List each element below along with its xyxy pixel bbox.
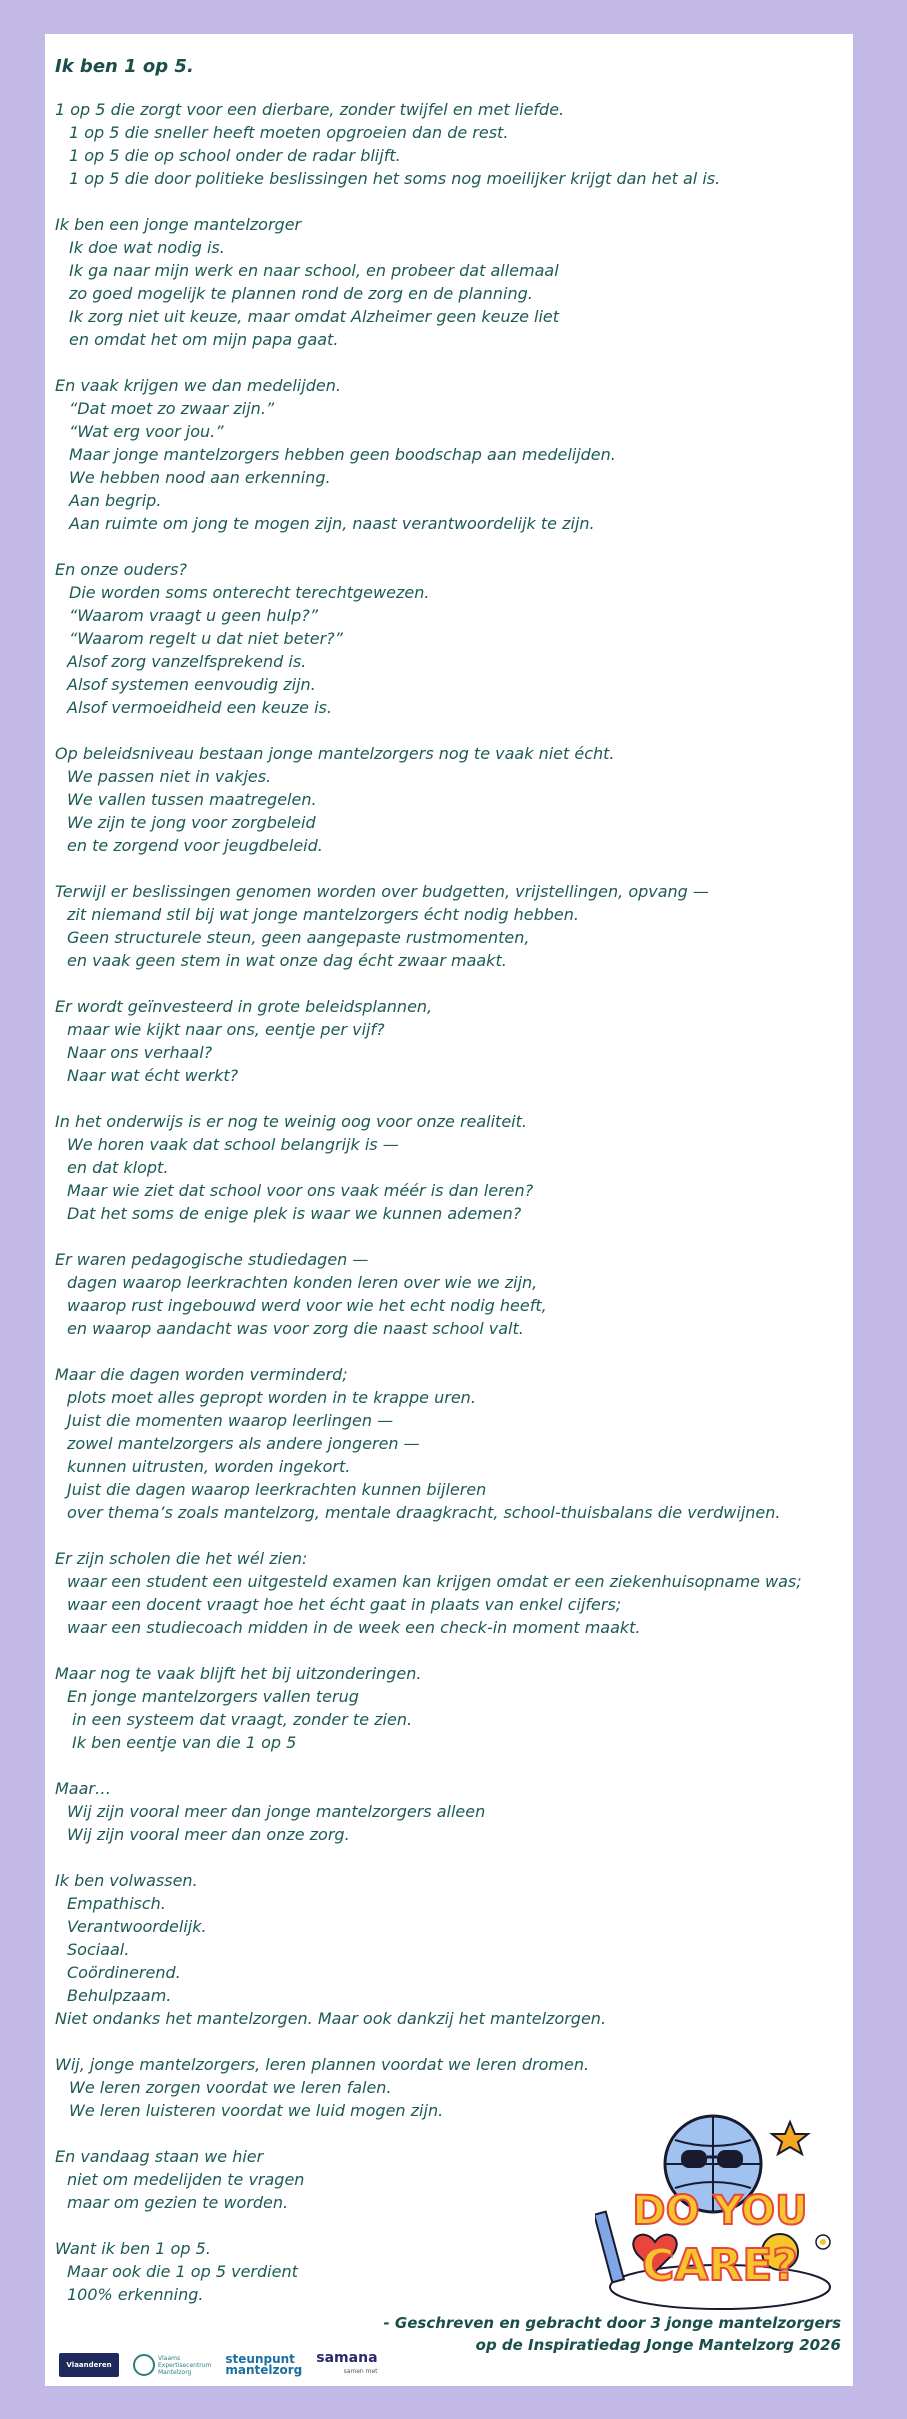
poem-line: Maar… (55, 1779, 111, 1798)
poem-line: Geen structurele steun, geen aangepaste rustmomenten, (67, 928, 530, 947)
stanza (55, 98, 853, 190)
poem-line: “Waarom vraagt u geen hulp?” (69, 606, 319, 625)
poem-line: waar een student een uitgesteld examen kan krijgen omdat er een ziekenhuisopname was; (67, 1572, 802, 1591)
poem-line: Ik zorg niet uit keuze, maar omdat Alzheimer geen keuze liet (69, 307, 559, 326)
poem-line: Terwijl er beslissingen genomen worden over budgetten, vrijstellingen, opvang — (55, 882, 709, 901)
poem-line: We hebben nood aan erkenning. (69, 468, 331, 487)
poem-line: zit niemand stil bij wat jonge mantelzorgers écht nodig hebben. (67, 905, 579, 924)
poem-line: En onze ouders? (55, 560, 187, 579)
poem-line: maar om gezien te worden. (67, 2193, 289, 2212)
poem-line: en te zorgend voor jeugdbeleid. (67, 836, 323, 855)
steunpunt-mantelzorg-logo: steunpunt mantelzorg (225, 2352, 303, 2377)
poem-line: Er wordt geïnvesteerd in grote beleidsplannen, (55, 997, 433, 1016)
poem-line: Alsof vermoeidheid een keuze is. (67, 698, 332, 717)
poem-line: Op beleidsniveau bestaan jonge mantelzorgers nog te vaak niet écht. (55, 744, 615, 763)
poem-line: Juist die dagen waarop leerkrachten kunnen bijleren (67, 1480, 487, 1499)
poem-stanzas (55, 98, 853, 2306)
poem-line: 1 op 5 die door politieke beslissingen het soms nog moeilijker krijgt dan het al is. (69, 169, 721, 188)
stanza (55, 374, 853, 535)
poem-line: over thema’s zoals mantelzorg, mentale draagkracht, school-thuisbalans die verdwijnen. (67, 1503, 781, 1522)
poem-line: en omdat het om mijn papa gaat. (69, 330, 339, 349)
stanza (55, 1248, 853, 1340)
poem-line: Coördinerend. (67, 1963, 181, 1982)
stanza (55, 1777, 853, 1846)
poem-line: We passen niet in vakjes. (67, 767, 272, 786)
poem-line: Ik ben een jonge mantelzorger (55, 215, 302, 234)
poem-line: Dat het soms de enige plek is waar we kunnen ademen? (67, 1204, 522, 1223)
vlaanderen-logo: Vlaanderen (59, 2353, 119, 2377)
poem-line: Ik doe wat nodig is. (69, 238, 225, 257)
stanza (55, 558, 853, 719)
poem-line: Er zijn scholen die het wél zien: (55, 1549, 308, 1568)
poem-line: Verantwoordelijk. (67, 1917, 207, 1936)
poem-line: “Dat moet zo zwaar zijn.” (69, 399, 275, 418)
poem-line: Aan ruimte om jong te mogen zijn, naast verantwoordelijk te zijn. (69, 514, 595, 533)
poem-line: waar een studiecoach midden in de week een check-in moment maakt. (67, 1618, 641, 1637)
poem-line: maar wie kijkt naar ons, eentje per vijf? (67, 1020, 385, 1039)
poem-line: Aan begrip. (69, 491, 162, 510)
stanza (55, 1547, 853, 1639)
poem-line: Maar wie ziet dat school voor ons vaak méér is dan leren? (67, 1181, 534, 1200)
poem-line: Er waren pedagogische studiedagen — (55, 1250, 369, 1269)
poem-line: Want ik ben 1 op 5. (55, 2239, 211, 2258)
stanza (55, 1869, 853, 2030)
poem-line: Niet ondanks het mantelzorgen. Maar ook dankzij het mantelzorgen. (55, 2009, 607, 2028)
expertisecentrum-logo: Vlaams Expertisecentrum Mantelzorg (133, 2354, 211, 2376)
poem-line: We horen vaak dat school belangrijk is — (67, 1135, 399, 1154)
poem-line: Alsof systemen eenvoudig zijn. (67, 675, 316, 694)
poem-line: We zijn te jong voor zorgbeleid (67, 813, 316, 832)
poem-line: En vandaag staan we hier (55, 2147, 264, 2166)
poem-line: Maar jonge mantelzorgers hebben geen boodschap aan medelijden. (69, 445, 616, 464)
poem-line: Juist die momenten waarop leerlingen — (67, 1411, 394, 1430)
poem-line: Die worden soms onterecht terechtgewezen. (69, 583, 430, 602)
poem-content (55, 54, 853, 2329)
poem-line: Wij zijn vooral meer dan onze zorg. (67, 1825, 350, 1844)
poem-line: waar een docent vraagt hoe het écht gaat in plaats van enkel cijfers; (67, 1595, 622, 1614)
stanza (55, 213, 853, 351)
poem-line: Ik ga naar mijn werk en naar school, en probeer dat allemaal (69, 261, 559, 280)
poem-line: waarop rust ingebouwd werd voor wie het echt nodig heeft, (67, 1296, 547, 1315)
poem-line: in een systeem dat vraagt, zonder te zien. (72, 1710, 413, 1729)
stanza (55, 880, 853, 972)
poem-line: Ik ben eentje van die 1 op 5 (72, 1733, 297, 1752)
poem-line: We leren luisteren voordat we luid mogen zijn. (69, 2101, 444, 2120)
poem-line: 1 op 5 die zorgt voor een dierbare, zonder twijfel en met liefde. (55, 100, 565, 119)
poem-line: Naar wat écht werkt? (67, 1066, 239, 1085)
poem-line: Naar ons verhaal? (67, 1043, 213, 1062)
poem-line: Alsof zorg vanzelfsprekend is. (67, 652, 307, 671)
stanza (55, 1363, 853, 1524)
poem-line: dagen waarop leerkrachten konden leren over wie we zijn, (67, 1273, 538, 1292)
poem-title: Ik ben 1 op 5. (55, 56, 194, 77)
badge-line-1: DO YOU (632, 2188, 808, 2234)
poem-line: In het onderwijs is er nog te weinig oog voor onze realiteit. (55, 1112, 527, 1131)
partner-logos (59, 2351, 378, 2379)
poem-line: En vaak krijgen we dan medelijden. (55, 376, 341, 395)
poem-line: “Wat erg voor jou.” (69, 422, 224, 441)
poem-line: plots moet alles gepropt worden in te krappe uren. (67, 1388, 476, 1407)
poem-line: 100% erkenning. (67, 2285, 204, 2304)
poem-line: kunnen uitrusten, worden ingekort. (67, 1457, 351, 1476)
credit-line-2: op de Inspiratiedag Jonge Mantelzorg 2026 (475, 2336, 841, 2354)
expertisecentrum-mark-icon (133, 2354, 155, 2376)
do-you-care-badge (595, 2102, 845, 2312)
poem-line: We leren zorgen voordat we leren falen. (69, 2078, 392, 2097)
poem-line: Behulpzaam. (67, 1986, 172, 2005)
poem-line: en dat klopt. (67, 1158, 169, 1177)
credit-line-1: - Geschreven en gebracht door 3 jonge mantelzorgers (383, 2314, 841, 2332)
poem-line: niet om medelijden te vragen (67, 2170, 305, 2189)
poem-line: 1 op 5 die op school onder de radar blijft. (69, 146, 401, 165)
poem-line: Sociaal. (67, 1940, 130, 1959)
poem-line: Wij zijn vooral meer dan jonge mantelzorgers alleen (67, 1802, 486, 1821)
poem-line: Wij, jonge mantelzorgers, leren plannen voordat we leren dromen. (55, 2055, 590, 2074)
poem-line: Maar die dagen worden verminderd; (55, 1365, 348, 1384)
poem-line: En jonge mantelzorgers vallen terug (67, 1687, 359, 1706)
poem-line: We vallen tussen maatregelen. (67, 790, 317, 809)
samana-logo: samana samen met (316, 2350, 378, 2375)
poem-line: Ik ben volwassen. (55, 1871, 198, 1890)
badge-line-2: CARE? (642, 2240, 798, 2291)
poem-line: Maar ook die 1 op 5 verdient (67, 2262, 298, 2281)
poem-line: en waarop aandacht was voor zorg die naast school valt. (67, 1319, 524, 1338)
stanza (55, 995, 853, 1087)
poem-line: 1 op 5 die sneller heeft moeten opgroeien dan de rest. (69, 123, 509, 142)
poem-line: zowel mantelzorgers als andere jongeren — (67, 1434, 420, 1453)
stanza (55, 1110, 853, 1225)
poem-line: “Waarom regelt u dat niet beter?” (69, 629, 343, 648)
poem-line: Empathisch. (67, 1894, 166, 1913)
poem-card (45, 34, 853, 2386)
poem-line: Maar nog te vaak blijft het bij uitzonderingen. (55, 1664, 422, 1683)
poem-line: en vaak geen stem in wat onze dag écht zwaar maakt. (67, 951, 507, 970)
stanza (55, 1662, 853, 1754)
stanza (55, 742, 853, 857)
credit (383, 2312, 841, 2356)
poem-line: zo goed mogelijk te plannen rond de zorg en de planning. (69, 284, 533, 303)
